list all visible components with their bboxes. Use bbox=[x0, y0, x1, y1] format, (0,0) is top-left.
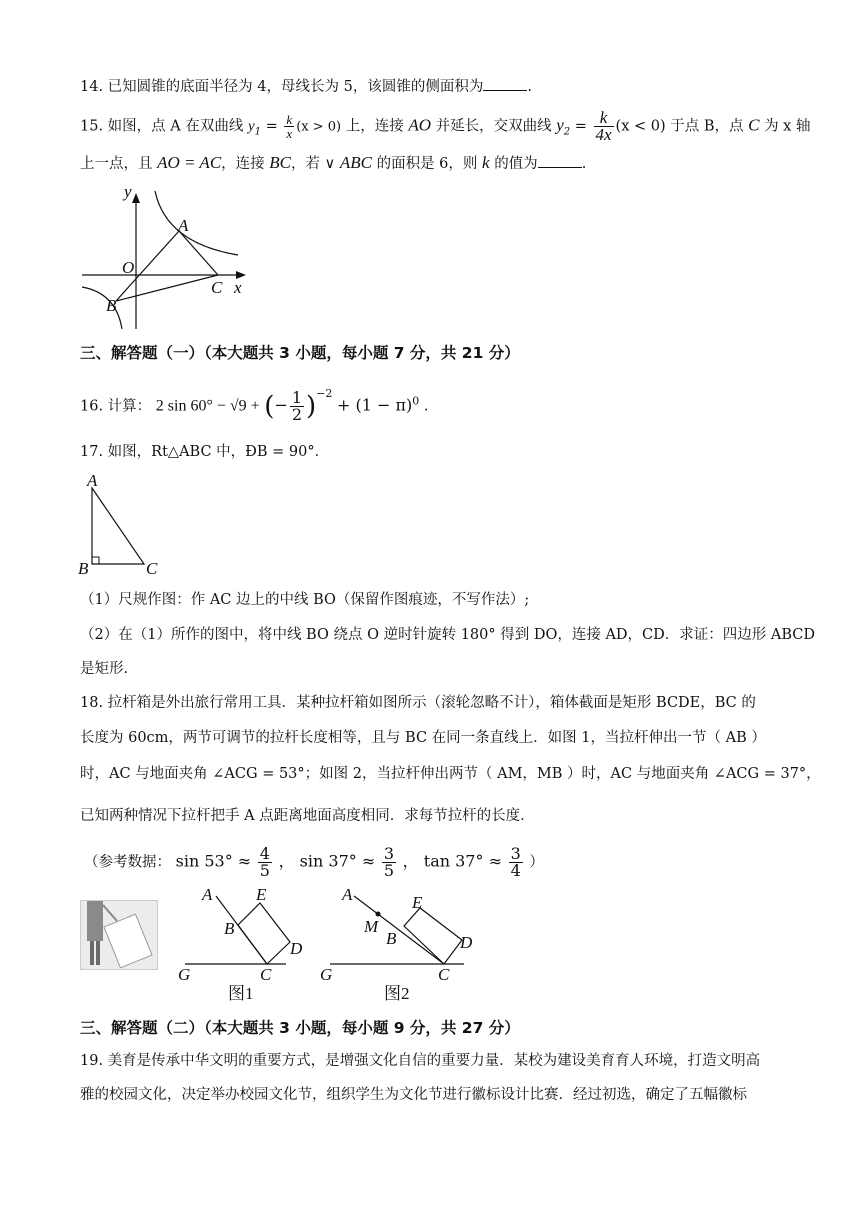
svg-text:C: C bbox=[438, 965, 450, 984]
question-15-line-2: 上一点，且 AO = AC，连接 BC，若 ∨ ABC 的面积是 6，则 k 的值为 . bbox=[80, 153, 587, 172]
svg-text:A: A bbox=[202, 885, 213, 904]
svg-text:A: A bbox=[342, 885, 353, 904]
label-y: y bbox=[124, 183, 132, 201]
figure-2 bbox=[314, 882, 484, 1007]
section-heading: 三、解答题（二）（本大题共 3 小题，每小题 9 分，共 27 分） bbox=[80, 1019, 520, 1037]
question-18-line-4: 已知两种情况下拉杆把手 A 点距离地面高度相同．求每节拉杆的长度． bbox=[80, 808, 535, 824]
svg-text:C: C bbox=[260, 965, 272, 984]
question-19-line-2: 雅的校园文化，决定举办校园文化节，组织学生为文化节进行徽标设计比赛．经过初选，确定了五幅徽标 bbox=[80, 1087, 747, 1103]
fraction-k-over-x: $\frac{k}{x}$ bbox=[286, 112, 293, 141]
question-18-line-2: 长度为 60cm，两节可调节的拉杆长度相等，且与 BC 在同一条直线上．如图 1，当拉杆伸出一节（ AB ） bbox=[80, 730, 766, 746]
hyperbola-figure bbox=[78, 183, 258, 333]
label-A: A bbox=[87, 471, 98, 490]
question-18-line-3: 时，AC 与地面夹角 ∠ACG = 53°；如图 2，当拉杆伸出两节（ AM，MB ）时，AC 与地面夹角 ∠ACG = 37°， bbox=[80, 766, 821, 782]
label-A: A bbox=[178, 216, 189, 235]
label-C: C bbox=[211, 278, 223, 297]
svg-text:D: D bbox=[290, 939, 303, 958]
question-15-line-1: 15. 如图，点 A 在双曲线 $y_1$ = $\frac{k}{x}$ (x > 0) 上，连接 AO 并延长，交双曲线 $y_2$ = $\frac{k}{4x}$ (x < 0) 于点 B，点 C 为 x 轴 bbox=[80, 108, 811, 144]
section-heading: 三、解答题（一）（本大题共 3 小题，每小题 7 分，共 21 分） bbox=[80, 344, 520, 362]
answer-blank bbox=[483, 76, 527, 91]
figure-1 bbox=[172, 882, 307, 1007]
svg-text:B: B bbox=[386, 929, 397, 948]
question-17-part-1: （1）尺规作图：作 AC 边上的中线 BO（保留作图痕迹，不写作法）; bbox=[80, 592, 530, 608]
label-C: C bbox=[146, 559, 158, 578]
reference-data: （参考数据： sin 53° ≈ $\frac{4}{5}$ ， sin 37° ≈ $\frac{3}{5}$ ， tan 37° ≈ $\frac{3}{4}$ ） bbox=[84, 844, 544, 880]
answer-blank bbox=[538, 153, 582, 168]
svg-text:B: B bbox=[224, 919, 235, 938]
question-14: 14. 已知圆锥的底面半径为 4，母线长为 5，该圆锥的侧面积为 . bbox=[80, 76, 532, 98]
question-number: 14. bbox=[80, 79, 104, 95]
label-x: x bbox=[234, 278, 242, 297]
luggage-photo bbox=[80, 900, 158, 970]
question-16: 16. 计算： 2 sin 60° − √9 + (− $\frac{1}{2}$ )$^{-2} + (1 - \pi)^0$ . bbox=[80, 386, 429, 424]
question-18-line-1: 18. 拉杆箱是外出旅行常用工具．某种拉杆箱如图所示（滚轮忽略不计），箱体截面是矩形 BCDE，BC 的 bbox=[80, 695, 756, 711]
label-B: B bbox=[78, 559, 89, 578]
question-17-part-2-cont: 是矩形. bbox=[80, 661, 129, 677]
svg-text:E: E bbox=[412, 893, 423, 912]
label-O: O bbox=[122, 258, 135, 277]
question-17: 17. 如图，Rt△ABC 中，ÐB = 90°． bbox=[80, 444, 330, 460]
svg-text:M: M bbox=[364, 917, 379, 936]
question-17-part-2: （2）在（1）所作的图中，将中线 BO 绕点 O 逆时针旋转 180° 得到 DO，连接 AD，CD．求证：四边形 ABCD bbox=[80, 627, 816, 643]
right-triangle-figure bbox=[76, 470, 171, 580]
svg-text:D: D bbox=[460, 933, 473, 952]
question-19-line-1: 19. 美育是传承中华文明的重要方式，是增强文化自信的重要力量．某校为建设美育育人环境，打造文明高 bbox=[80, 1053, 761, 1069]
caption-fig1: 图1 bbox=[228, 984, 254, 1003]
question-text: 已知圆锥的底面半径为 4，母线长为 5，该圆锥的侧面积为 bbox=[107, 79, 484, 95]
svg-text:G: G bbox=[320, 965, 333, 984]
label-B: B bbox=[106, 296, 117, 315]
svg-text:E: E bbox=[256, 885, 267, 904]
caption-fig2: 图2 bbox=[384, 984, 410, 1003]
svg-text:G: G bbox=[178, 965, 191, 984]
fraction-k-over-4x: $\frac{k}{4x}$ bbox=[595, 108, 612, 144]
